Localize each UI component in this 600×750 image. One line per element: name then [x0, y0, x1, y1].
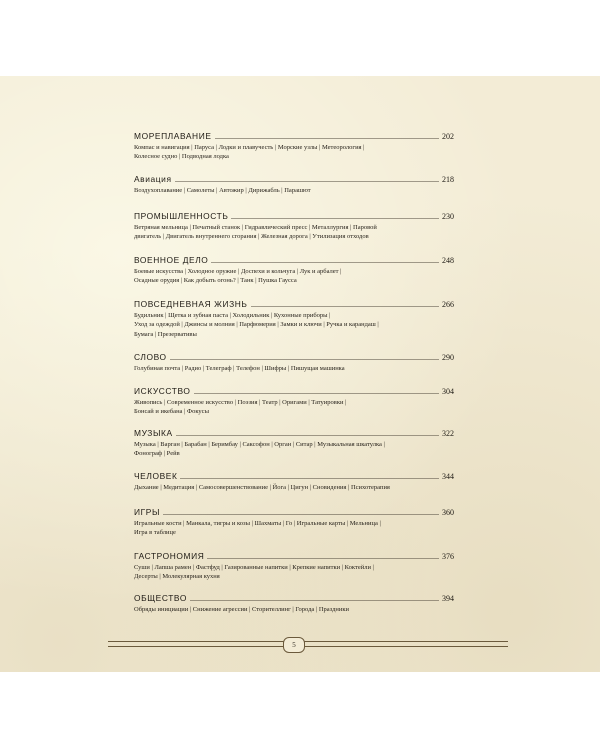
section-title: ГАСТРОНОМИЯ	[134, 551, 205, 561]
dot-leader	[207, 558, 439, 559]
dot-leader	[176, 435, 439, 436]
page-ref: 376	[442, 552, 454, 561]
toc-entry	[134, 506, 454, 538]
section-title: СЛОВО	[134, 352, 167, 362]
toc-entry	[134, 130, 454, 162]
entry-line: Бумага | Презервативы	[134, 330, 197, 338]
section-title: МУЗЫКА	[134, 428, 173, 438]
entry-line: Игра в таблице	[134, 529, 176, 536]
dot-leader	[163, 514, 439, 515]
section-title: ОБЩЕСТВО	[134, 593, 187, 603]
entry-line: Боевые искусства | Холодное оружие | Доспехи и кольчуга | Лук и арбалет |	[134, 267, 342, 275]
entry-line: двигатель | Двигатель внутреннего сгорания | Железная дорога | Утилизация отходов	[134, 233, 369, 240]
section-title: ЧЕЛОВЕК	[134, 471, 178, 481]
page-ref: 344	[442, 472, 454, 481]
toc-entry	[134, 173, 454, 195]
entry-line: Суши | Лапша рамен | Фастфуд | Газированные напитки | Крепкие напитки | Коктейли |	[134, 563, 374, 571]
page-ref: 202	[442, 132, 454, 141]
page-ref: 394	[442, 594, 454, 603]
toc-entry	[134, 298, 454, 339]
section-title: ИСКУССТВО	[134, 386, 191, 396]
page-ref: 290	[442, 353, 454, 362]
toc-entry	[134, 427, 454, 459]
page-ref: 266	[442, 300, 454, 309]
page-ref: 360	[442, 508, 454, 517]
toc-entry	[134, 385, 454, 417]
section-title: ВОЕННОЕ ДЕЛО	[134, 255, 209, 265]
entry-line: Обряды инициации | Снижение агрессии | Сторителлинг | Города | Праздники	[134, 605, 350, 613]
dot-leader	[190, 600, 439, 601]
entry-line: Музыка | Варган | Барабан | Беримбау | Саксофон | Орган | Ситар | Музыкальная шкатулка |	[134, 440, 385, 448]
page-ref: 322	[442, 429, 454, 438]
toc-entry	[134, 592, 454, 614]
book-page	[0, 76, 600, 672]
entry-line: Фонограф | Рейв	[134, 450, 180, 457]
page-ref: 304	[442, 387, 454, 396]
section-title: ПРОМЫШЛЕННОСТЬ	[134, 211, 229, 221]
entry-line: Живопись | Современное искусство | Поэзия | Театр | Оригами | Татуировки |	[134, 398, 347, 406]
dot-leader	[180, 478, 439, 479]
toc-entry	[134, 351, 454, 373]
dot-leader	[231, 218, 439, 219]
page-ref: 218	[442, 175, 454, 184]
entry-line: Компас и навигация | Паруса | Лодки и плавучесть | Морские узлы | Метеорология |	[134, 143, 365, 151]
entry-line: Воздухоплавание | Самолеты | Автожир | Дирижабль | Парашют	[134, 186, 311, 194]
section-title: ПОВСЕДНЕВНАЯ ЖИЗНЬ	[134, 299, 248, 309]
toc-entry	[134, 254, 454, 286]
page-ref: 248	[442, 256, 454, 265]
dot-leader	[211, 262, 439, 263]
section-title: ИГРЫ	[134, 507, 160, 517]
toc-entry	[134, 470, 454, 492]
dot-leader	[170, 359, 439, 360]
section-title: Авиация	[134, 174, 172, 184]
toc-entry	[134, 210, 454, 242]
dot-leader	[251, 306, 439, 307]
entry-line: Бонсай и икебана | Фокусы	[134, 408, 209, 415]
dot-leader	[175, 181, 439, 182]
entry-line: Уход за одеждой | Джинсы и молния | Парфюмерия | Замки и ключи | Ручка и карандаш |	[134, 321, 379, 328]
footer-rule-top	[108, 641, 508, 642]
page-ref: 230	[442, 212, 454, 221]
entry-line: Голубиная почта | Радио | Телеграф | Телефон | Шифры | Пишущая машинка	[134, 364, 345, 372]
entry-line: Будильник | Щетка и зубная паста | Холодильник | Кухонные приборы |	[134, 311, 331, 319]
entry-line: Дыхание | Медитация | Самосовершенствование | Йога | Цигун | Сновидения | Психотерапия	[134, 483, 390, 491]
entry-line: Игральные кости | Манкала, тигры и козы | Шахматы | Го | Игральные карты | Мельница |	[134, 519, 381, 527]
section-title: МОРЕПЛАВАНИЕ	[134, 131, 212, 141]
entry-line: Колесное судно | Подводная лодка	[134, 153, 229, 160]
entry-line: Ветряная мельница | Печатный станок | Гидравлический пресс | Металлургия | Паровой	[134, 223, 377, 231]
dot-leader	[215, 138, 439, 139]
dot-leader	[194, 393, 439, 394]
entry-line: Десерты | Молекулярная кухня	[134, 573, 220, 580]
footer-rule-bottom	[108, 646, 508, 647]
page-number: 5	[283, 637, 305, 653]
entry-line: Осадные орудия | Как добыть огонь? | Танк | Пушка Гаусса	[134, 277, 297, 284]
toc-entry	[134, 550, 454, 582]
